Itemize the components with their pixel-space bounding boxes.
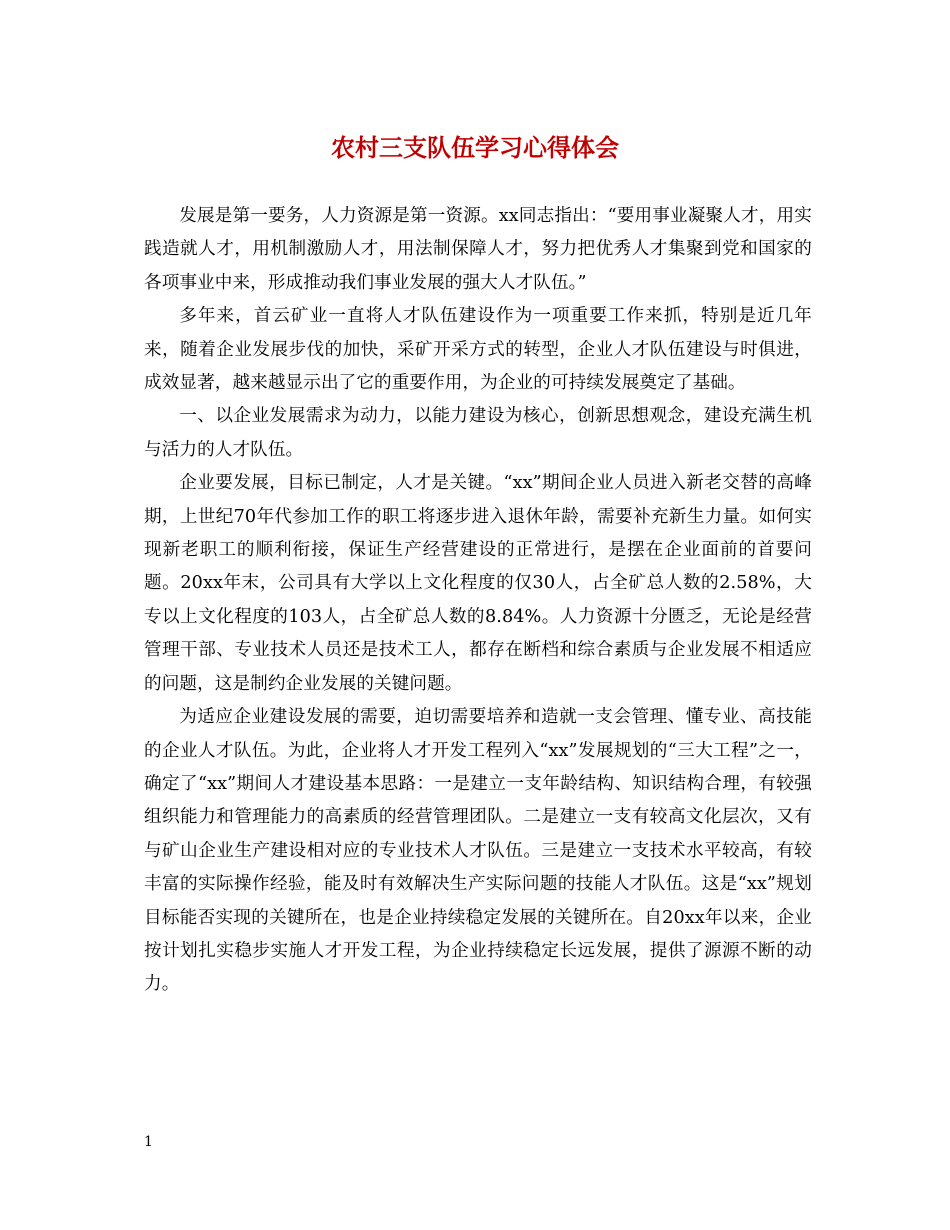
paragraph-3: 一、以企业发展需求为动力，以能力建设为核心，创新思想观念，建设充满生机与活力的人才队伍。 [144, 406, 812, 460]
paragraph-1: 发展是第一要务，人力资源是第一资源。xx同志指出：“要用事业凝聚人才，用实践造就人才，用机制激励人才，用法制保障人才，努力把优秀人才集聚到党和国家的各项事业中来，形成推动我们事业发展的强大人才队伍。” [144, 206, 812, 293]
page-title: 农村三支队伍学习心得体会 [331, 133, 619, 162]
page-number: 1 [144, 1134, 153, 1150]
paragraph-5: 为适应企业建设发展的需要，迫切需要培养和造就一支会管理、懂专业、高技能的企业人才队伍。为此，企业将人才开发工程列入“xx”发展规划的“三大工程”之一，确定了“xx”期间人才建设基本思路：一是建立一支年龄结构、知识结构合理，有较强组织能力和管理能力的高素质的经营管理团队。二是建立一支有较高文化层次，又有与矿山企业生产建设相对应的专业技术人才队伍。三是建立一支技术水平较高，有较丰富的实际操作经验，能及时有效解决生产实际问题的技能人才队伍。这是“xx”规划目标能否实现的关键所在，也是企业持续稳定发展的关键所在。自20xx年以来，企业按计划扎实稳步实施人才开发工程，为企业持续稳定长远发展，提供了源源不断的动力。 [144, 707, 812, 995]
document-body [144, 200, 812, 1002]
paragraph-2: 多年来，首云矿业一直将人才队伍建设作为一项重要工作来抓，特别是近几年来，随着企业发展步伐的加快，采矿开采方式的转型，企业人才队伍建设与时俱进，成效显著，越来越显示出了它的重要作用，为企业的可持续发展奠定了基础。 [144, 306, 812, 394]
paragraph-4: 企业要发展，目标已制定，人才是关键。“xx”期间企业人员进入新老交替的高峰期，上世纪70年代参加工作的职工将逐步进入退休年龄，需要补充新生力量。如何实现新老职工的顺利衔接，保证生产经营建设的正常进行，是摆在企业面前的首要问题。20xx年末，公司具有大学以上文化程度的仅30人，占全矿总人数的2.58%，大专以上文化程度的103人，占全矿总人数的8.84%。人力资源十分匮乏，无论是经营管理干部、专业技术人员还是技术工人，都存在断档和综合素质与企业发展不相适应的问题，这是制约企业发展的关键问题。 [144, 473, 812, 694]
